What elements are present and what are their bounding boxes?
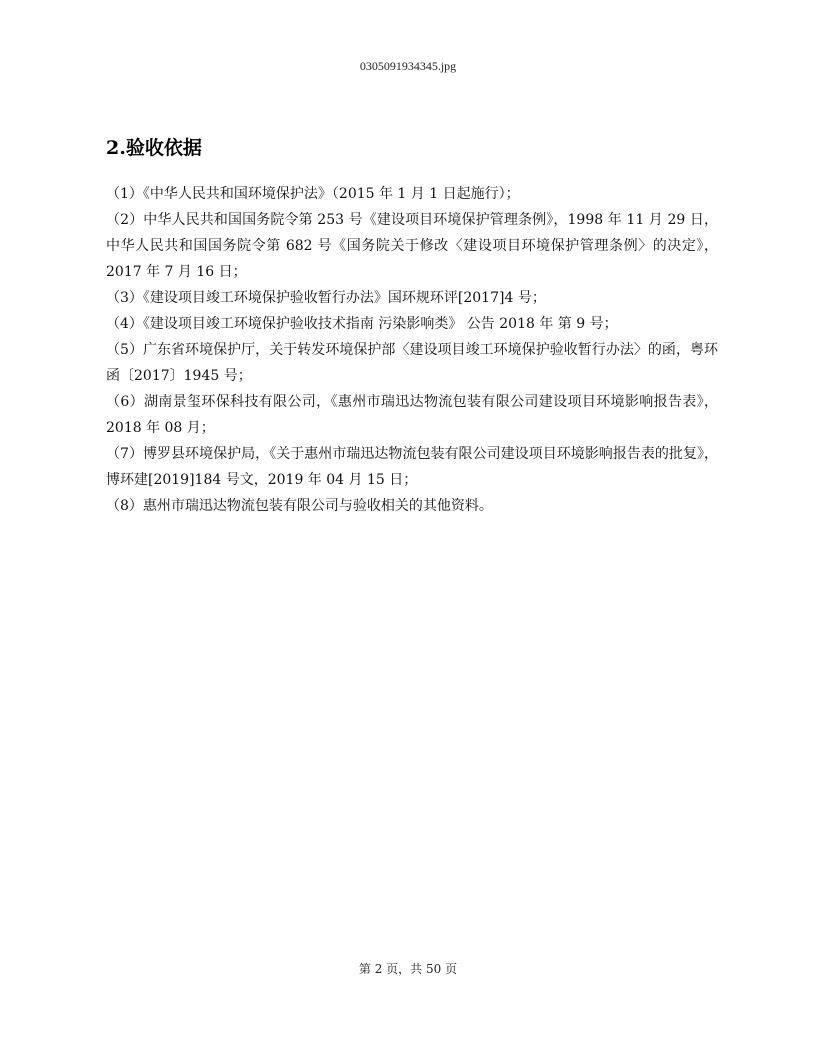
section-title: 2.验收依据 — [106, 137, 202, 159]
reference-item-4: （4）《建设项目竣工环境保护验收技术指南 污染影响类》 公告 2018 年 第 9 号； — [106, 316, 618, 332]
reference-item-8: （8）惠州市瑞迅达物流包装有限公司与验收相关的其他资料。 — [106, 498, 493, 514]
reference-item-7: （7）博罗县环境保护局，《关于惠州市瑞迅达物流包装有限公司建设项目环境影响报告表的批复》，博环建[2019]184 号文，2019 年 04 月 15 日； — [106, 446, 718, 488]
reference-item-2: （2）中华人民共和国国务院令第 253 号《建设项目环境保护管理条例》，1998 年 11 月 29 日，中华人民共和国国务院令第 682 号《国务院关于修改〈建设项目环境保护管理条例〉的决定》，2017 年 7 月 16 日； — [106, 212, 718, 280]
reference-item-3: （3）《建设项目竣工环境保护验收暂行办法》国环规环评[2017]4 号； — [106, 290, 546, 306]
page-number: 第 2 页，共 50 页 — [358, 962, 458, 976]
reference-list — [106, 181, 718, 519]
page-header-filename: 0305091934345.jpg — [359, 59, 457, 73]
reference-item-1: （1）《中华人民共和国环境保护法》（2015 年 1 月 1 日起施行）； — [106, 186, 520, 202]
reference-item-6: （6）湖南景玺环保科技有限公司，《惠州市瑞迅达物流包装有限公司建设项目环境影响报告表》，2018 年 08 月； — [106, 394, 718, 436]
reference-item-5: （5）广东省环境保护厅，关于转发环境保护部〈建设项目竣工环境保护验收暂行办法〉的函，粤环函〔2017〕1945 号； — [106, 342, 718, 384]
